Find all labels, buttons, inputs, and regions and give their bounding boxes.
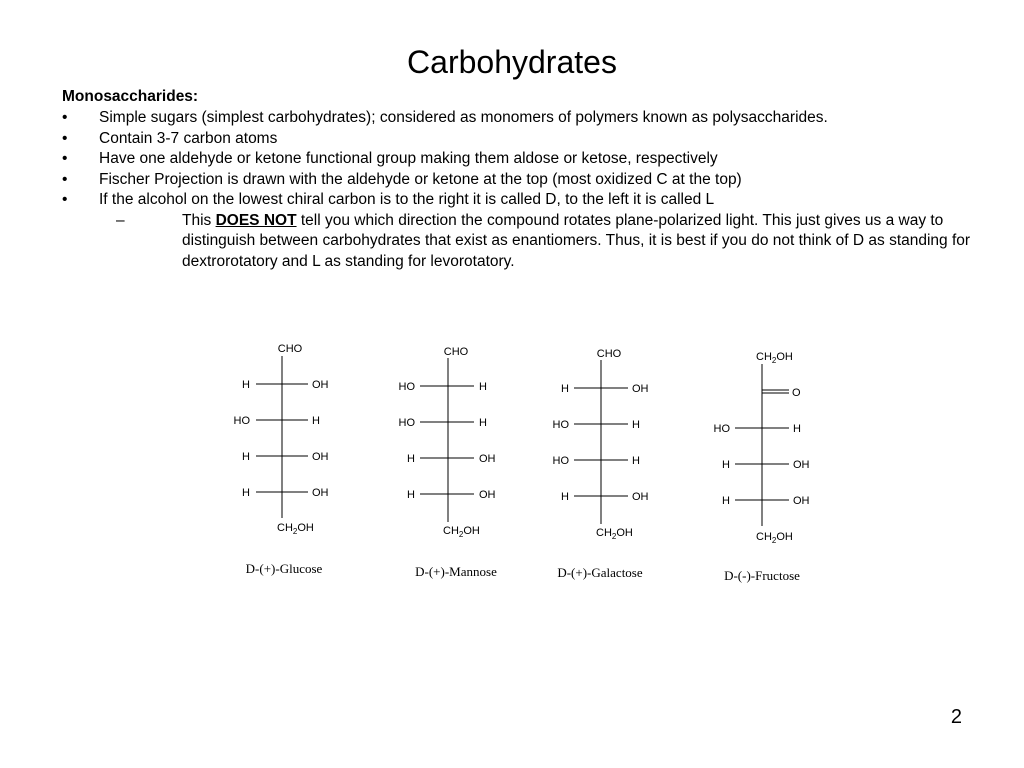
- bullet-text: Contain 3-7 carbon atoms: [99, 129, 278, 147]
- top-group: $CH_2OH$: [756, 351, 793, 365]
- bullet-text: Fischer Projection is drawn with the aldehyde or ketone at the top (most oxidized C at the top): [99, 170, 742, 188]
- bullet-icon: •: [62, 150, 68, 167]
- dash-icon: –: [116, 211, 125, 229]
- sub-bullet-before: This: [182, 211, 216, 229]
- top-group: CHO: [596, 348, 622, 360]
- left-substituent: H: [242, 451, 250, 463]
- left-substituent: H: [722, 495, 730, 507]
- bullet-text: If the alcohol on the lowest chiral carbon is to the right it is called D, to the left it is called L: [99, 191, 715, 208]
- sub-bullet-after: tell you which direction the compound rotates plane-polarized light. This just gives us a way to distinguish between carbohydrates that exist as enantiomers. Thus, it is best if you do not think of D as standing for dextrorotatory and L as standing for levorotatory.: [182, 211, 971, 270]
- left-substituent: HO: [713, 423, 730, 435]
- top-group: CHO: [277, 343, 303, 355]
- bullet-icon: •: [62, 191, 68, 208]
- bullet-icon: •: [62, 109, 68, 126]
- right-substituent: OH: [793, 495, 810, 507]
- emphasis-text: DOES NOT: [215, 211, 297, 229]
- left-substituent: HO: [552, 455, 569, 467]
- structure-label: D-(+)-Glucose: [245, 561, 323, 576]
- right-substituent: H: [479, 381, 487, 393]
- fischer-mannose: [399, 346, 498, 579]
- right-substituent: OH: [479, 453, 496, 465]
- section-heading: Monosaccharides:: [62, 88, 199, 105]
- fischer-glucose: [234, 343, 329, 576]
- left-substituent: HO: [552, 419, 569, 431]
- structure-label: D-(+)-Mannose: [415, 564, 497, 579]
- left-substituent: H: [242, 379, 250, 391]
- carbonyl-oxygen: O: [792, 387, 801, 399]
- right-substituent: OH: [479, 489, 496, 501]
- page-number: 2: [950, 706, 962, 728]
- left-substituent: H: [407, 453, 415, 465]
- left-substituent: H: [242, 487, 250, 499]
- bullet-icon: •: [62, 129, 68, 147]
- right-substituent: OH: [312, 451, 329, 463]
- right-substituent: H: [312, 415, 320, 427]
- right-substituent: OH: [793, 459, 810, 471]
- fischer-fructose: [714, 351, 810, 583]
- right-substituent: H: [793, 423, 801, 435]
- right-substituent: H: [479, 417, 487, 429]
- bullet-text: Have one aldehyde or ketone functional group making them aldose or ketose, respectively: [99, 150, 718, 167]
- left-substituent: H: [561, 491, 569, 503]
- right-substituent: OH: [312, 487, 329, 499]
- right-substituent: OH: [312, 379, 329, 391]
- left-substituent: H: [722, 459, 730, 471]
- right-substituent: OH: [632, 383, 649, 395]
- left-substituent: HO: [233, 415, 250, 427]
- top-group: CHO: [443, 346, 469, 358]
- left-substituent: H: [561, 383, 569, 395]
- bottom-group: $CH_2OH$: [596, 527, 633, 541]
- left-substituent: HO: [398, 381, 415, 393]
- bottom-group: $CH_2OH$: [277, 522, 314, 536]
- right-substituent: H: [632, 455, 640, 467]
- bottom-group: $CH_2OH$: [443, 525, 480, 539]
- left-substituent: H: [407, 489, 415, 501]
- slide-title: Carbohydrates: [407, 44, 617, 80]
- left-substituent: HO: [398, 417, 415, 429]
- structure-label: D-(+)-Galactose: [557, 565, 643, 580]
- fischer-galactose: [553, 348, 649, 580]
- bullet-icon: •: [62, 170, 68, 188]
- bottom-group: $CH_2OH$: [756, 531, 793, 545]
- right-substituent: OH: [632, 491, 649, 503]
- bullet-text: Simple sugars (simplest carbohydrates); considered as monomers of polymers known as polysaccharides.: [99, 109, 828, 126]
- structure-label: D-(-)-Fructose: [724, 568, 800, 583]
- right-substituent: H: [632, 419, 640, 431]
